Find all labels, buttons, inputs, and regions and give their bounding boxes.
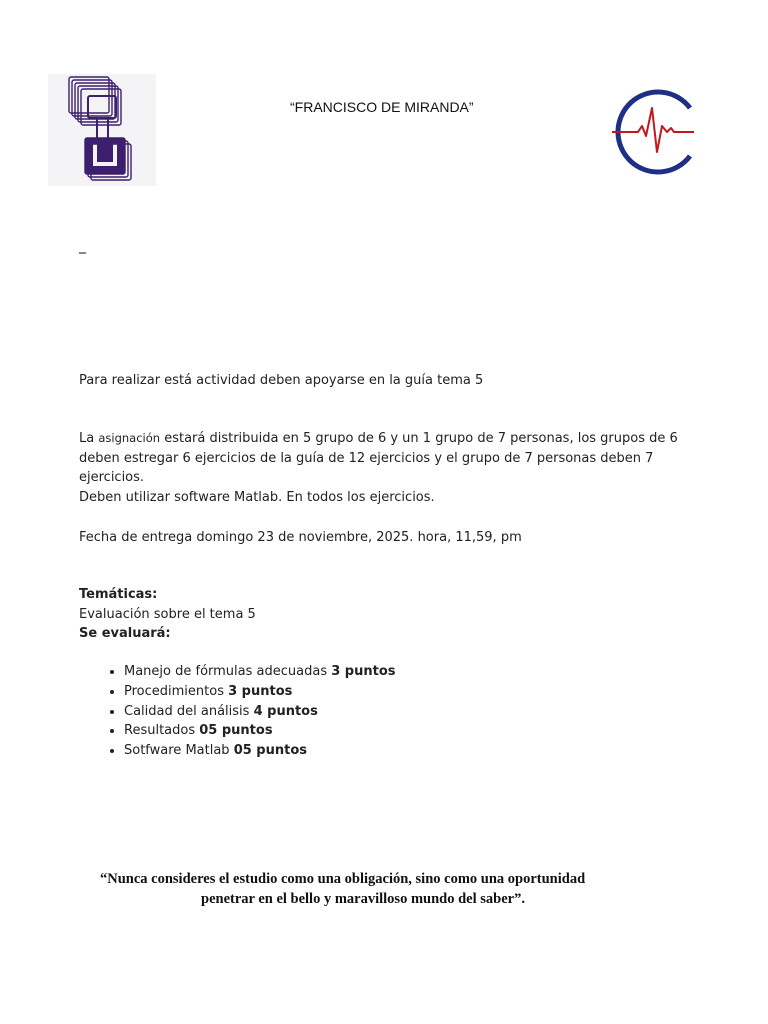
assignment-intro: La bbox=[79, 431, 99, 446]
assignment-paragraph bbox=[79, 429, 679, 507]
list-item bbox=[124, 741, 396, 761]
criterion-points: 05 puntos bbox=[199, 723, 273, 739]
topics-block bbox=[79, 585, 679, 644]
heartbeat-ecg-logo-icon bbox=[604, 86, 700, 178]
criterion-points: 05 puntos bbox=[233, 743, 308, 759]
software-note: Deben utilizar software Matlab. En todos los ejercicios. bbox=[79, 489, 435, 505]
due-date-paragraph: Fecha de entrega domingo 23 de noviembre, 2025. hora, 11,59, pm bbox=[79, 530, 522, 545]
closing-quote bbox=[60, 869, 660, 909]
list-item bbox=[124, 682, 396, 702]
criterion-points: 3 puntos bbox=[331, 664, 396, 679]
institution-logo-icon bbox=[48, 74, 156, 186]
list-item bbox=[124, 702, 396, 722]
criterion-label: Procedimientos bbox=[124, 683, 229, 699]
quote-line-2: penetrar en el bello y maravilloso mundo del saber”. bbox=[201, 891, 525, 907]
dash-mark: _ bbox=[79, 238, 86, 254]
guide-paragraph: Para realizar está actividad deben apoyarse en la guía tema 5 bbox=[79, 373, 484, 388]
criterion-label: Calidad del análisis bbox=[124, 703, 254, 719]
list-item bbox=[124, 721, 396, 741]
quote-line-1: “Nunca consideres el estudio como una obligación, sino como una oportunidad bbox=[100, 871, 586, 887]
list-item bbox=[124, 662, 396, 682]
topics-content: Evaluación sobre el tema 5 bbox=[79, 606, 256, 622]
assignment-word: asignación bbox=[98, 431, 161, 445]
criterion-label: Resultados bbox=[124, 723, 200, 739]
evaluation-heading: Se evaluará: bbox=[79, 626, 171, 641]
criterion-points: 3 puntos bbox=[228, 683, 293, 699]
school-name: “FRANCISCO DE MIRANDA” bbox=[290, 99, 474, 115]
criterion-points: 4 puntos bbox=[253, 703, 318, 719]
criterion-label: Manejo de fórmulas adecuadas bbox=[124, 664, 332, 679]
topics-heading: Temáticas: bbox=[79, 587, 158, 602]
criterion-label: Sotfware Matlab bbox=[124, 743, 234, 759]
assignment-details: estará distribuida en 5 grupo de 6 y un 1 grupo de 7 personas, los grupos de 6 deben estregar 6 ejercicios de la guía de 12 ejercicios y el grupo de 7 personas deben 7 ejercicios. bbox=[79, 431, 678, 485]
evaluation-criteria-list bbox=[79, 662, 396, 761]
